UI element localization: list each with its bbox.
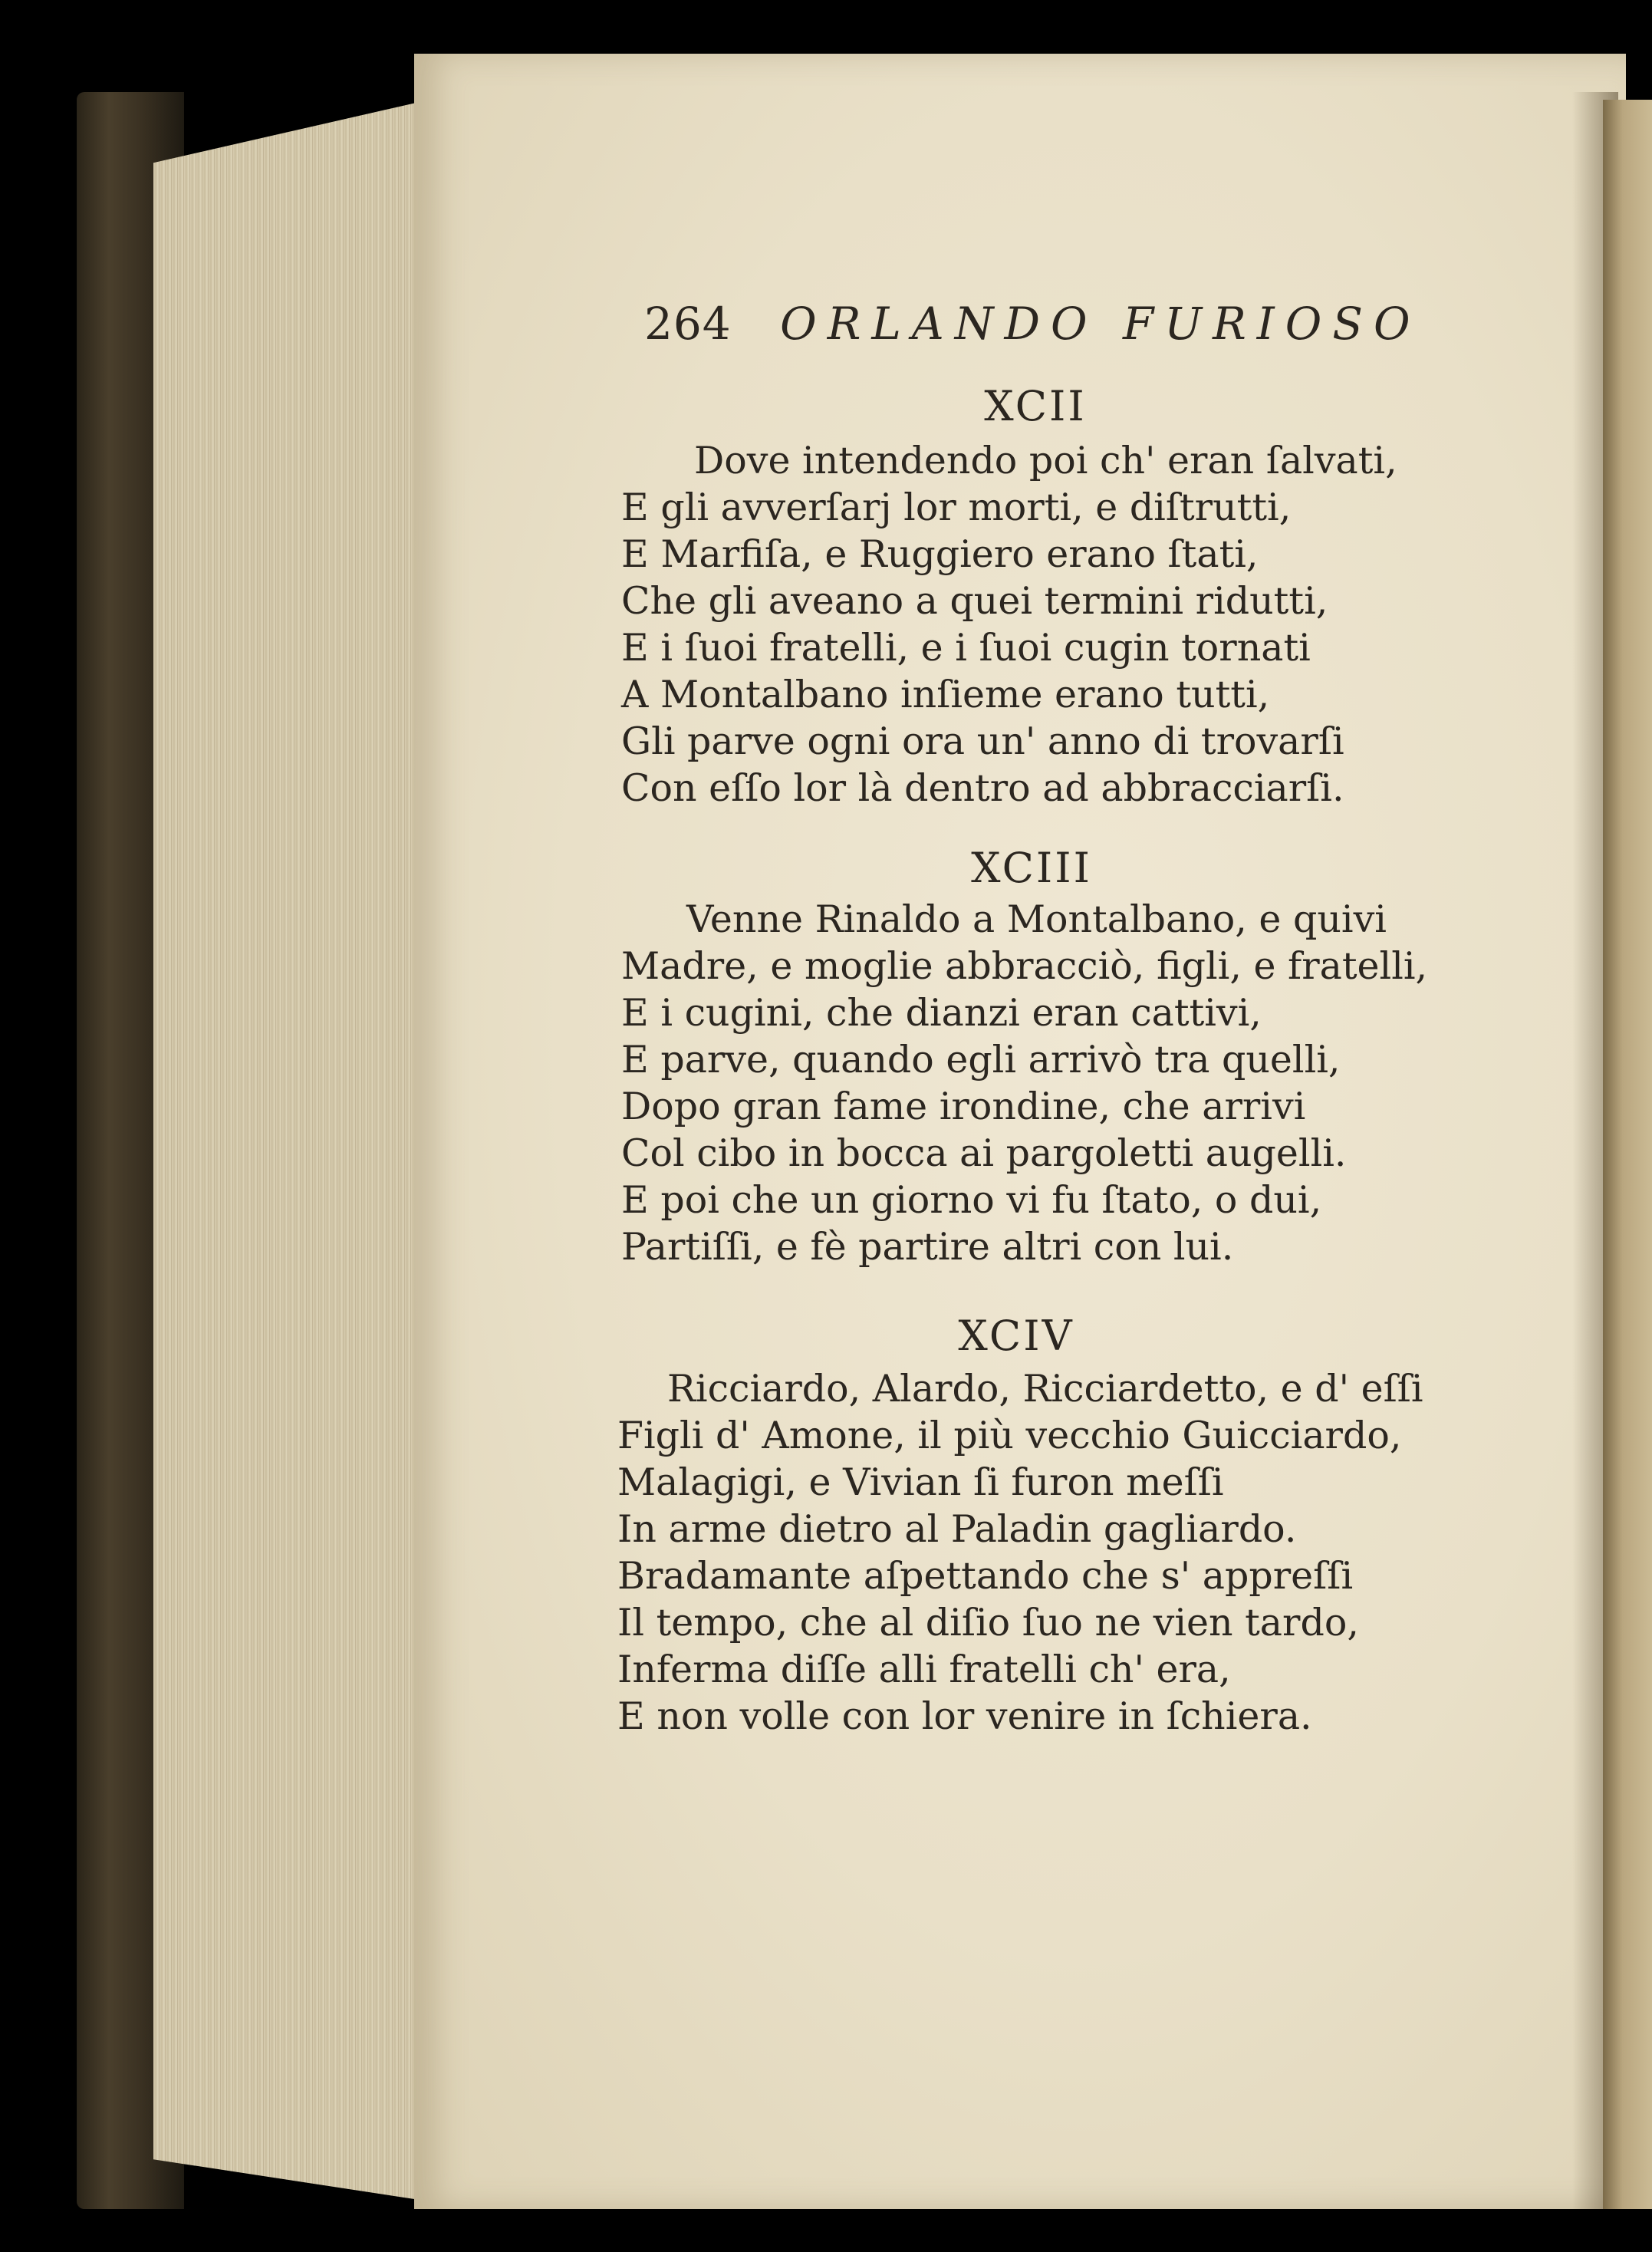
- verse-line: E i cugini, che dianzi eran cattivi,: [621, 991, 1262, 1035]
- verse-line: Venne Rinaldo a Montalbano, e quivi: [686, 897, 1387, 941]
- verse-line: Figli d' Amone, il più vecchio Guicciardo,: [617, 1414, 1402, 1457]
- verse-line: In arme dietro al Paladin gagliardo.: [617, 1507, 1297, 1551]
- verse-line: Malagigi, e Vivian ſi furon meſſi: [617, 1460, 1224, 1504]
- stanza-number: XCII: [984, 382, 1087, 430]
- page-block-edges: [153, 100, 429, 2201]
- verse-line: E Marfiſa, e Ruggiero erano ſtati,: [621, 532, 1259, 576]
- verse-line: E i ſuoi fratelli, e i ſuoi cugin tornati: [621, 626, 1311, 670]
- verse-line: Con eſſo lor là dentro ad abbracciarſi.: [621, 766, 1344, 810]
- verse-line: Madre, e moglie abbracciò, figli, e fratelli,: [621, 944, 1428, 988]
- stanza-number: XCIV: [958, 1312, 1074, 1360]
- verse-line: Col cibo in bocca ai pargoletti augelli.: [621, 1131, 1347, 1175]
- running-title: ORLANDO FURIOSO: [780, 298, 1421, 350]
- facing-page-edge: [1603, 100, 1652, 2209]
- page-number: 264: [644, 298, 732, 350]
- verse-line: Dopo gran fame irondine, che arrivi: [621, 1085, 1306, 1128]
- verse-line: Bradamante aſpettando che s' appreſſi: [617, 1554, 1354, 1598]
- verse-line: A Montalbano inſieme erano tutti,: [621, 673, 1270, 716]
- verse-line: Il tempo, che al diſio ſuo ne vien tardo,: [617, 1601, 1359, 1645]
- verse-line: Che gli aveano a quei termini ridutti,: [621, 579, 1328, 623]
- stanza: [621, 437, 1465, 812]
- verse-line: Gli parve ogni ora un' anno di trovarſi: [621, 719, 1344, 763]
- verse-line: Ricciardo, Alardo, Ricciardetto, e d' eſſi: [667, 1367, 1423, 1411]
- verse-line: Partiſſi, e fè partire altri con lui.: [621, 1225, 1234, 1269]
- verse-line: E gli avverſarj lor morti, e diſtrutti,: [621, 486, 1292, 529]
- verse-line: E parve, quando egli arrivò tra quelli,: [621, 1038, 1341, 1082]
- verse-line: E non volle con lor venire in ſchiera.: [617, 1694, 1312, 1738]
- stanza-number: XCIII: [971, 844, 1092, 892]
- page-header: [644, 298, 1450, 367]
- stanza: [617, 1365, 1461, 1740]
- verse-line: Dove intendendo poi ch' eran ſalvati,: [694, 439, 1397, 482]
- verse-line: Inferma diſſe alli fratelli ch' era,: [617, 1648, 1231, 1691]
- verse-line: E poi che un giorno vi fu ſtato, o dui,: [621, 1178, 1322, 1222]
- stanza: [621, 896, 1465, 1270]
